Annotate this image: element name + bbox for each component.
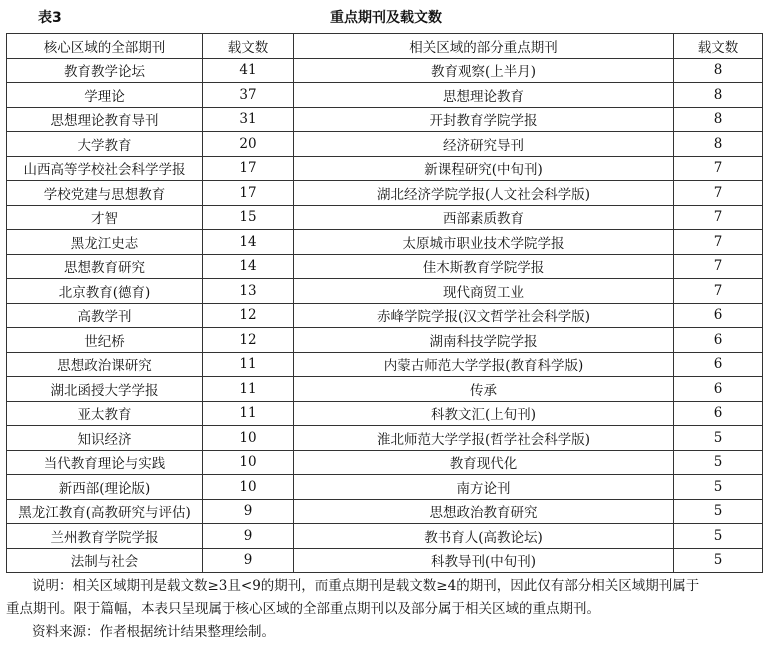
table-row <box>7 426 763 451</box>
related-count-cell: 7 <box>674 156 763 181</box>
table-header-row <box>7 34 763 59</box>
core-journal-cell: 山西高等学校社会科学学报 <box>7 156 203 181</box>
table-row <box>7 303 763 328</box>
related-count-cell: 5 <box>674 450 763 475</box>
related-journal-cell: 科教文汇(上旬刊) <box>294 401 674 426</box>
header-related-count: 载文数 <box>674 34 763 59</box>
core-count-cell: 17 <box>203 181 294 206</box>
table-caption <box>0 5 772 29</box>
related-count-cell: 5 <box>674 499 763 524</box>
header-related-journals: 相关区域的部分重点期刊 <box>294 34 674 59</box>
core-journal-cell: 才智 <box>7 205 203 230</box>
related-count-cell: 5 <box>674 426 763 451</box>
related-journal-cell: 思想理论教育 <box>294 83 674 108</box>
related-count-cell: 7 <box>674 279 763 304</box>
related-journal-cell: 传承 <box>294 377 674 402</box>
table-number: 表3 <box>38 10 62 26</box>
header-core-count: 载文数 <box>203 34 294 59</box>
core-count-cell: 14 <box>203 254 294 279</box>
core-count-cell: 11 <box>203 401 294 426</box>
core-journal-cell: 学理论 <box>7 83 203 108</box>
related-journal-cell: 思想政治教育研究 <box>294 499 674 524</box>
related-journal-cell: 开封教育学院学报 <box>294 107 674 132</box>
table-row <box>7 499 763 524</box>
related-journal-cell: 太原城市职业技术学院学报 <box>294 230 674 255</box>
core-journal-cell: 当代教育理论与实践 <box>7 450 203 475</box>
related-count-cell: 8 <box>674 83 763 108</box>
related-journal-cell: 科教导刊(中旬刊) <box>294 548 674 573</box>
journal-table <box>6 33 763 573</box>
table-row <box>7 450 763 475</box>
core-count-cell: 31 <box>203 107 294 132</box>
related-count-cell: 5 <box>674 475 763 500</box>
core-journal-cell: 大学教育 <box>7 132 203 157</box>
related-journal-cell: 湖北经济学院学报(人文社会科学版) <box>294 181 674 206</box>
table-notes <box>6 575 764 644</box>
related-journal-cell: 淮北师范大学学报(哲学社会科学版) <box>294 426 674 451</box>
table-row <box>7 156 763 181</box>
core-count-cell: 13 <box>203 279 294 304</box>
core-count-cell: 20 <box>203 132 294 157</box>
core-journal-cell: 兰州教育学院学报 <box>7 524 203 549</box>
note-line-2: 重点期刊。限于篇幅，本表只呈现属于核心区域的全部重点期刊以及部分属于相关区域的重点期刊。 <box>6 601 600 617</box>
core-journal-cell: 法制与社会 <box>7 548 203 573</box>
related-count-cell: 5 <box>674 548 763 573</box>
related-count-cell: 8 <box>674 132 763 157</box>
core-count-cell: 37 <box>203 83 294 108</box>
related-journal-cell: 内蒙古师范大学学报(教育科学版) <box>294 352 674 377</box>
table-row <box>7 230 763 255</box>
core-journal-cell: 黑龙江教育(高教研究与评估) <box>7 499 203 524</box>
related-journal-cell: 现代商贸工业 <box>294 279 674 304</box>
related-journal-cell: 新课程研究(中旬刊) <box>294 156 674 181</box>
related-count-cell: 6 <box>674 377 763 402</box>
related-count-cell: 8 <box>674 58 763 83</box>
core-journal-cell: 黑龙江史志 <box>7 230 203 255</box>
table-body <box>7 58 763 573</box>
related-count-cell: 7 <box>674 254 763 279</box>
related-count-cell: 6 <box>674 328 763 353</box>
table-row <box>7 205 763 230</box>
related-count-cell: 7 <box>674 230 763 255</box>
related-count-cell: 7 <box>674 181 763 206</box>
related-journal-cell: 教育现代化 <box>294 450 674 475</box>
core-count-cell: 10 <box>203 450 294 475</box>
core-count-cell: 15 <box>203 205 294 230</box>
core-journal-cell: 知识经济 <box>7 426 203 451</box>
core-count-cell: 11 <box>203 377 294 402</box>
table-row <box>7 83 763 108</box>
core-count-cell: 17 <box>203 156 294 181</box>
core-count-cell: 11 <box>203 352 294 377</box>
core-journal-cell: 思想理论教育导刊 <box>7 107 203 132</box>
table-row <box>7 401 763 426</box>
table-row <box>7 475 763 500</box>
core-count-cell: 10 <box>203 426 294 451</box>
core-count-cell: 9 <box>203 499 294 524</box>
table-row <box>7 254 763 279</box>
table-row <box>7 524 763 549</box>
note-line-1: 说明：相关区域期刊是载文数≥3且<9的期刊，而重点期刊是载文数≥4的期刊，因此仅有部分相关区域期刊属于 <box>32 578 700 594</box>
related-count-cell: 6 <box>674 352 763 377</box>
core-count-cell: 9 <box>203 524 294 549</box>
source-note: 资料来源：作者根据统计结果整理绘制。 <box>32 624 275 640</box>
table-row <box>7 352 763 377</box>
table-row <box>7 132 763 157</box>
header-core-journals: 核心区域的全部期刊 <box>7 34 203 59</box>
core-journal-cell: 世纪桥 <box>7 328 203 353</box>
core-journal-cell: 思想教育研究 <box>7 254 203 279</box>
core-journal-cell: 思想政治课研究 <box>7 352 203 377</box>
related-journal-cell: 教育观察(上半月) <box>294 58 674 83</box>
related-journal-cell: 佳木斯教育学院学报 <box>294 254 674 279</box>
related-count-cell: 7 <box>674 205 763 230</box>
core-journal-cell: 教育教学论坛 <box>7 58 203 83</box>
table-row <box>7 58 763 83</box>
table-row <box>7 279 763 304</box>
related-journal-cell: 教书育人(高教论坛) <box>294 524 674 549</box>
table-title: 重点期刊及载文数 <box>330 10 442 26</box>
core-journal-cell: 学校党建与思想教育 <box>7 181 203 206</box>
table-row <box>7 181 763 206</box>
core-count-cell: 12 <box>203 328 294 353</box>
table-row <box>7 548 763 573</box>
related-count-cell: 6 <box>674 303 763 328</box>
core-count-cell: 9 <box>203 548 294 573</box>
core-count-cell: 12 <box>203 303 294 328</box>
core-count-cell: 41 <box>203 58 294 83</box>
related-journal-cell: 西部素质教育 <box>294 205 674 230</box>
related-journal-cell: 南方论刊 <box>294 475 674 500</box>
table-row <box>7 107 763 132</box>
related-journal-cell: 赤峰学院学报(汉文哲学社会科学版) <box>294 303 674 328</box>
table-row <box>7 328 763 353</box>
related-journal-cell: 湖南科技学院学报 <box>294 328 674 353</box>
related-count-cell: 5 <box>674 524 763 549</box>
related-count-cell: 8 <box>674 107 763 132</box>
related-journal-cell: 经济研究导刊 <box>294 132 674 157</box>
core-journal-cell: 湖北函授大学学报 <box>7 377 203 402</box>
core-journal-cell: 新西部(理论版) <box>7 475 203 500</box>
table-row <box>7 377 763 402</box>
core-journal-cell: 北京教育(德育) <box>7 279 203 304</box>
related-count-cell: 6 <box>674 401 763 426</box>
core-count-cell: 10 <box>203 475 294 500</box>
core-count-cell: 14 <box>203 230 294 255</box>
core-journal-cell: 亚太教育 <box>7 401 203 426</box>
core-journal-cell: 高教学刊 <box>7 303 203 328</box>
